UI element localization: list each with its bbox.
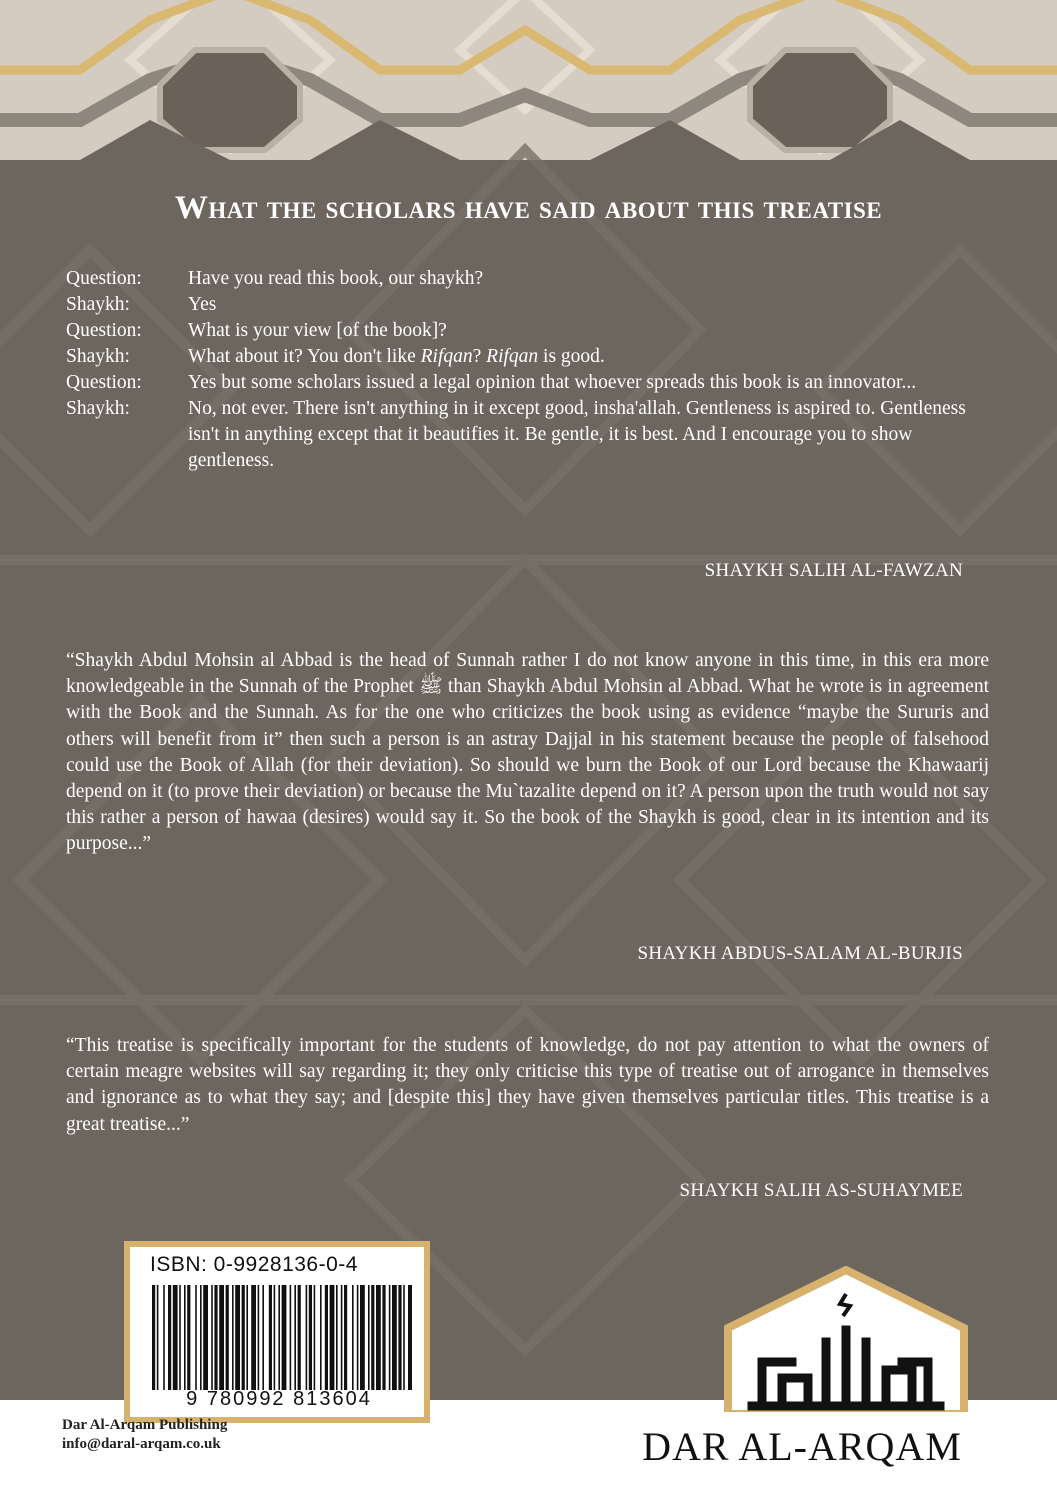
quote-burjis: “Shaykh Abdul Mohsin al Abbad is the head of Sunnah rather I do not know anyone in this time, in this era more knowledgeable in the Sunnah of the Prophet ﷺ than Shaykh Abdul Mohsin al Abbad. What he wrote is in agreement with the Book and the Sunnah. As for the one who criticizes the book using as evidence “maybe the Sururis and others will benefit from it” then such a person is an astray Dajjal in his statement because the people of falsehood could use the Book of Allah (for their deviation). So should we burn the Book of our Lord because the Khawaarij depend on it (to prove their deviation) or because the Mu`tazalite depend on it? A person upon the truth would not say this rather a person of hawaa (desires) would say it. So the book of the Shaykh is good, clear in its intention and its purpose...” <box>66 650 989 855</box>
barcode-bar <box>298 1285 301 1390</box>
quote-suhaymee: “This treatise is specifically important for the students of knowledge, do not pay attention to what the owners of certain meagre websites will say regarding it; they only criticise this type of treatise out of arrogance in themselves and ignorance as to what they say; and [despite this] they have given themselves particular titles. This treatise is a great treatise...” <box>66 1035 989 1135</box>
publisher-email: info@daral-arqam.co.uk <box>62 1436 221 1452</box>
barcode-bar <box>274 1285 276 1390</box>
barcode-bar <box>403 1285 405 1390</box>
isbn-digits: 9 780992 813604 <box>186 1388 372 1410</box>
barcode-bar <box>306 1285 308 1390</box>
dialogue-text: Have you read this book, our shaykh? <box>188 268 484 289</box>
dialogue-text: What about it? You don't like Rifqan? Rifqan is good. <box>188 346 605 367</box>
speaker-label: Question: <box>66 372 142 393</box>
barcode-bar <box>376 1285 381 1390</box>
barcode-bar <box>163 1285 165 1390</box>
barcode-bar <box>309 1285 312 1390</box>
barcode-bar <box>368 1285 370 1390</box>
barcode-bar <box>314 1285 316 1390</box>
barcode-bar <box>341 1285 343 1390</box>
barcode-bar <box>173 1285 178 1390</box>
attribution-burjis: SHAYKH ABDUS-SALAM AL-BURJIS <box>637 943 963 964</box>
barcode-bar <box>242 1285 245 1390</box>
barcode-bar <box>360 1285 365 1390</box>
dialogue-text: Yes <box>188 294 217 315</box>
barcode-bar <box>211 1285 213 1390</box>
barcode-bar <box>246 1285 248 1390</box>
barcode-bar <box>282 1285 287 1390</box>
publisher-info <box>62 1416 227 1454</box>
barcode-bar <box>330 1285 335 1390</box>
dialogue-row <box>66 396 996 474</box>
barcode-bar <box>290 1285 292 1390</box>
qa-dialogue <box>66 266 996 474</box>
speaker-label: Shaykh: <box>66 294 130 315</box>
dialogue-row <box>66 266 996 292</box>
dialogue-row <box>66 292 996 318</box>
isbn-barcode-box <box>124 1241 430 1423</box>
barcode-bar <box>382 1285 385 1390</box>
barcode <box>150 1285 412 1390</box>
speaker-label: Shaykh: <box>66 346 130 367</box>
barcode-bar <box>195 1285 197 1390</box>
speaker-label: Question: <box>66 268 142 289</box>
dar-al-arqam-logo-mark <box>722 1266 970 1414</box>
barcode-bar <box>389 1285 391 1390</box>
dialogue-text: Yes but some scholars issued a legal opinion that whoever spreads this book is an innovator... <box>188 372 917 393</box>
barcode-bar <box>278 1285 280 1390</box>
barcode-bar <box>184 1285 186 1390</box>
barcode-bar <box>226 1285 229 1390</box>
barcode-bar <box>371 1285 374 1390</box>
publisher-name: Dar Al-Arqam Publishing <box>62 1417 228 1433</box>
isbn-label: ISBN: 0-9928136-0-4 <box>150 1253 358 1276</box>
logo-wordmark: DAR AL-ARQAM <box>612 1412 992 1482</box>
barcode-bar <box>157 1285 159 1390</box>
barcode-bar <box>152 1285 155 1390</box>
barcode-bar <box>398 1285 401 1390</box>
barcode-bar <box>352 1285 354 1390</box>
barcode-bar <box>320 1285 322 1390</box>
speaker-label: Question: <box>66 320 142 341</box>
dialogue-row <box>66 318 996 344</box>
barcode-bar <box>262 1285 264 1390</box>
barcode-bar <box>214 1285 217 1390</box>
barcode-bar <box>357 1285 359 1390</box>
barcode-bar <box>235 1285 240 1390</box>
attribution-fawzan: SHAYKH SALIH AL-FAWZAN <box>704 560 963 581</box>
dialogue-row <box>66 370 996 396</box>
barcode-bar <box>408 1285 412 1390</box>
barcode-bar <box>294 1285 296 1390</box>
barcode-bar <box>336 1285 338 1390</box>
dialogue-text: No, not ever. There isn't anything in it except good, insha'allah. Gentleness is aspired to. Gentleness isn't in anything except that it beautifies it. Be gentle, it is best. And I encourage you to show gentleness. <box>188 398 966 471</box>
barcode-bar <box>325 1285 328 1390</box>
speaker-label: Shaykh: <box>66 398 130 419</box>
attribution-suhaymee: SHAYKH SALIH AS-SUHAYMEE <box>679 1180 963 1201</box>
dialogue-row <box>66 344 996 370</box>
barcode-bar <box>269 1285 272 1390</box>
barcode-bar <box>203 1285 208 1390</box>
barcode-bar <box>200 1285 202 1390</box>
barcode-bar <box>344 1285 347 1390</box>
barcode-bar <box>392 1285 397 1390</box>
barcode-bar <box>179 1285 181 1390</box>
barcode-bar <box>219 1285 224 1390</box>
barcode-bar <box>168 1285 171 1390</box>
barcode-bar <box>251 1285 256 1390</box>
barcode-bar <box>232 1285 234 1390</box>
barcode-bar <box>187 1285 190 1390</box>
section-heading: What the scholars have said about this treatise <box>174 190 883 226</box>
dialogue-text: What is your view [of the book]? <box>188 320 447 341</box>
barcode-bar <box>258 1285 260 1390</box>
